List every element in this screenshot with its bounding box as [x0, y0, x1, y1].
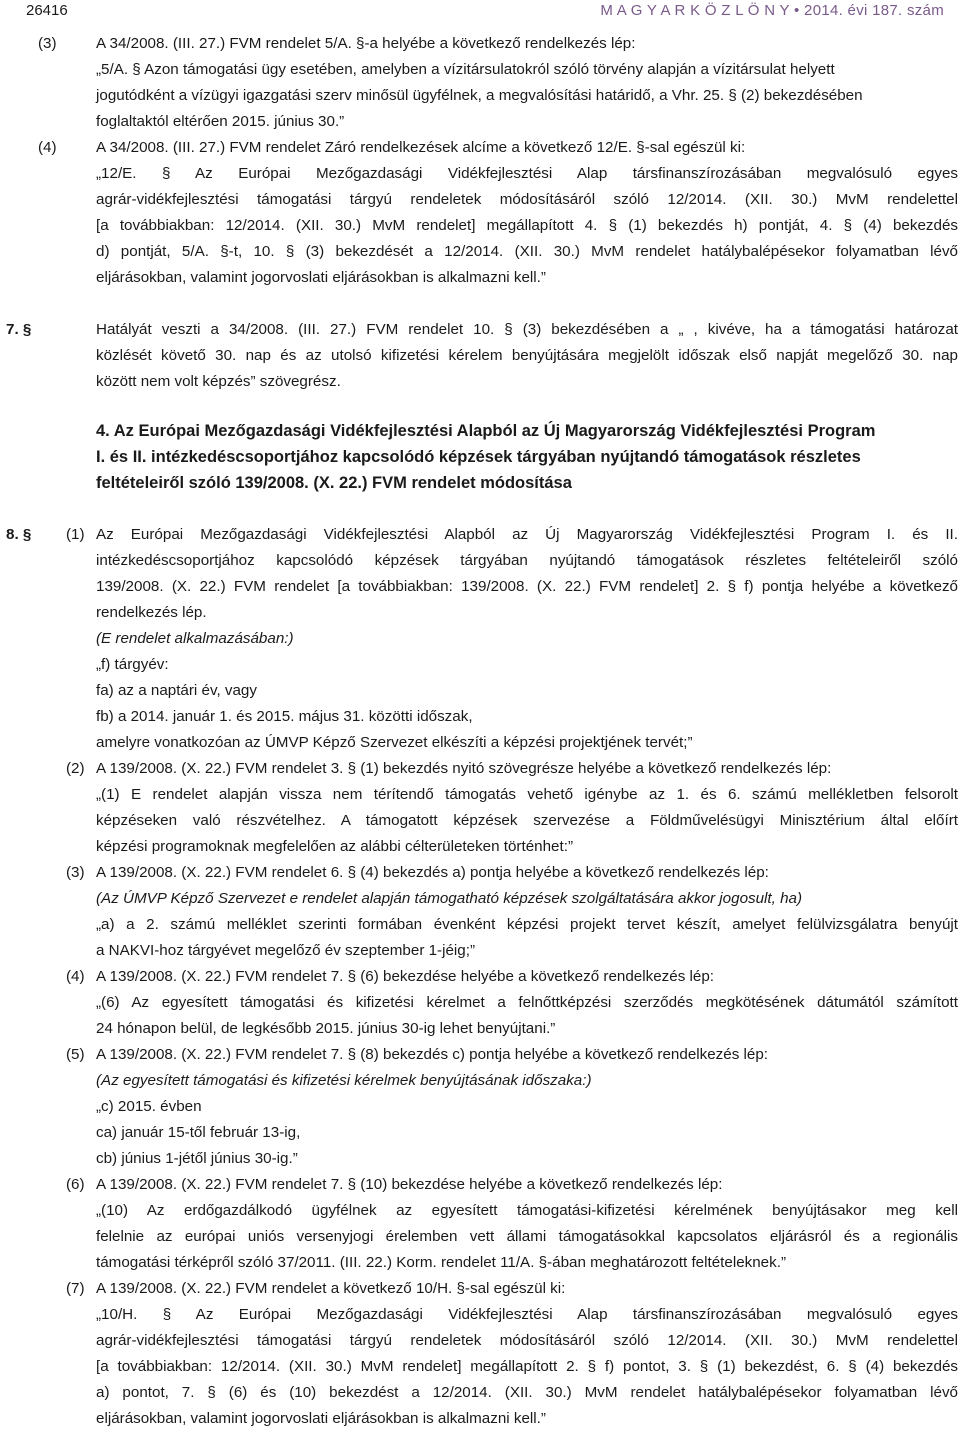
text-line: [a továbbiakban: 12/2014. (XII. 30.) MvM rendelet] megállapított 4. § (1) bekezdés h) pontját, 4. § (4) bekezdés	[96, 217, 958, 234]
text-line: foglaltaktól eltérően 2015. június 30.”	[96, 113, 345, 130]
text-line: d) pontját, 5/A. §-t, 10. § (3) bekezdését a 12/2014. (XII. 30.) MvM rendelet hatálybalépésekor folyamatban lévő	[96, 243, 958, 260]
text-line: A 34/2008. (III. 27.) FVM rendelet 5/A. §-a helyébe a következő rendelkezés lép:	[96, 35, 636, 52]
text-line: közlését követő 30. nap és az utolsó kifizetési kérelem benyújtására megjelölt időszak első napját megelőző 30. nap	[96, 347, 958, 364]
text-line: A 139/2008. (X. 22.) FVM rendelet 7. § (8) bekezdés c) pontja helyébe a következő rendelkezés lép:	[96, 1046, 769, 1063]
section-heading-line: 4. Az Európai Mezőgazdasági Vidékfejlesztési Alapból az Új Magyarország Vidékfejlesztési Program	[96, 422, 876, 440]
text-line: 24 hónapon belül, de legkésőbb 2015. június 30-ig lehet benyújtani.”	[96, 1020, 556, 1037]
text-line: A 139/2008. (X. 22.) FVM rendelet 7. § (10) bekezdése helyébe a következő rendelkezés lép:	[96, 1176, 723, 1193]
paragraph-number: (6)	[66, 1176, 85, 1193]
paragraph-number: (2)	[66, 760, 85, 777]
text-line: cb) június 1-jétől június 30-ig.”	[96, 1150, 298, 1167]
text-line: 139/2008. (X. 22.) FVM rendelet [a továbbiakban: 139/2008. (X. 22.) FVM rendelet] 2. § f) pontja helyébe a következő	[96, 578, 958, 595]
text-line: „c) 2015. évben	[96, 1098, 202, 1115]
text-line: [a továbbiakban: 12/2014. (XII. 30.) MvM rendelet] megállapított 2. § f) pontot, 3. § (1) bekezdést, 6. § (4) bekezdés	[96, 1358, 958, 1375]
text-line: A 34/2008. (III. 27.) FVM rendelet Záró rendelkezések alcíme a következő 12/E. §-sal egészül ki:	[96, 139, 746, 156]
text-line: „f) tárgyév:	[96, 656, 169, 673]
text-line: A 139/2008. (X. 22.) FVM rendelet 6. § (4) bekezdés a) pontja helyébe a következő rendelkezés lép:	[96, 864, 769, 881]
text-line: Az Európai Mezőgazdasági Vidékfejlesztési Alapból az Új Magyarország Vidékfejlesztési Program I. és II.	[96, 526, 958, 543]
text-line: „(1) E rendelet alapján vissza nem térítendő támogatás vehető igénybe az 1. és 6. számú mellékletben felsorolt	[96, 786, 958, 803]
text-line: intézkedéscsoportjához kapcsolódó képzések tárgyában nyújtandó támogatások részletes feltételeiről szóló	[96, 552, 958, 569]
text-line: „10/H. § Az Európai Mezőgazdasági Vidékfejlesztési Alap társfinanszírozásában megvalósuló egyes	[96, 1306, 958, 1323]
journal-title: M A G Y A R K Ö Z L Ö N Y • 2014. évi 187. szám	[600, 2, 944, 19]
paragraph-number: (3)	[38, 35, 57, 52]
text-line: „a) a 2. számú melléklet szerinti formában évenként képzési projekt tervet készít, amelyet felülvizsgálatra benyújt	[96, 916, 958, 933]
text-line: agrár-vidékfejlesztési támogatási tárgyú rendeletek módosításáról szóló 12/2014. (XII. 30.) MvM rendelettel	[96, 191, 958, 208]
text-line: eljárásokban, valamint jogorvoslati eljárásokban is alkalmazni kell.”	[96, 1410, 546, 1427]
page-header	[0, 0, 960, 22]
text-line: között nem volt képzés” szövegrész.	[96, 373, 341, 390]
text-line: Hatályát veszti a 34/2008. (III. 27.) FVM rendelet 10. § (3) bekezdésében a „ , kivéve, ha a támogatási határozat	[96, 321, 958, 338]
text-line: „(10) Az erdőgazdálkodó ügyfélnek az egyesített támogatási-kifizetési kérelmének benyújtásakor meg kell	[96, 1202, 958, 1219]
text-line: „12/E. § Az Európai Mezőgazdasági Vidékfejlesztési Alap társfinanszírozásában megvalósuló egyes	[96, 165, 958, 182]
section-heading-line: feltételeiről szóló 139/2008. (X. 22.) FVM rendelet módosítása	[96, 474, 572, 492]
paragraph-number: (5)	[66, 1046, 85, 1063]
text-line: fa) az a naptári év, vagy	[96, 682, 257, 699]
paragraph-number: (7)	[66, 1280, 85, 1297]
text-line: agrár-vidékfejlesztési támogatási tárgyú rendeletek módosításáról szóló 12/2014. (XII. 30.) MvM rendelettel	[96, 1332, 958, 1349]
section-heading-line: I. és II. intézkedéscsoportjához kapcsolódó képzések tárgyában nyújtandó támogatások részletes	[96, 448, 861, 466]
text-line: fb) a 2014. január 1. és 2015. május 31. közötti időszak,	[96, 708, 473, 725]
text-line: „(6) Az egyesített támogatási és kifizetési kérelmet a felnőttképzési szerződés megkötésének dátumától számított	[96, 994, 958, 1011]
text-line: eljárásokban, valamint jogorvoslati eljárásokban is alkalmazni kell.”	[96, 269, 546, 286]
text-line: felelnie az európai uniós versenyjogi érelemben vett állami támogatásokkal kapcsolatos eljárásról és a regionális	[96, 1228, 958, 1245]
text-line: képzéseken való részvételhez. A támogatott képzések szervezése a Földművelésügyi Minisztérium által előírt	[96, 812, 958, 829]
text-line: rendelkezés lép.	[96, 604, 207, 621]
paragraph-number: (3)	[66, 864, 85, 881]
paragraph-number: (4)	[66, 968, 85, 985]
text-line: (Az ÚMVP Képző Szervezet e rendelet alapján támogatható képzések szolgáltatására akkor jogosult, ha)	[96, 890, 803, 907]
page-number: 26416	[26, 2, 68, 19]
text-line: A 139/2008. (X. 22.) FVM rendelet 3. § (1) bekezdés nyitó szövegrésze helyébe a következő rendelkezés lép:	[96, 760, 832, 777]
text-line: jogutódként a vízügyi igazgatási szerv minősül ügyfélnek, a megvalósítási határidő, a Vhr. 25. § (2) bekezdésében	[96, 87, 863, 104]
text-line: támogatási térképről szóló 37/2011. (III. 22.) Korm. rendelet 11/A. §-ában meghatározott feltételeknek.”	[96, 1254, 786, 1271]
text-line: (E rendelet alkalmazásában:)	[96, 630, 294, 647]
text-line: képzési programoknak megfelelően az alábbi célterületeken történhet:”	[96, 838, 573, 855]
paragraph-number: (4)	[38, 139, 57, 156]
text-line: amelyre vonatkozóan az ÚMVP Képző Szervezet elkészíti a képzési projektjének tervét;”	[96, 734, 693, 751]
text-line: „5/A. § Azon támogatási ügy esetében, amelyben a vízitársulatokról szóló törvény alapján a vízitársulat helyett	[96, 61, 835, 78]
text-line: a NAKVI-hoz tárgyévet megelőző év szeptember 1-jéig;”	[96, 942, 476, 959]
text-line: A 139/2008. (X. 22.) FVM rendelet a következő 10/H. §-sal egészül ki:	[96, 1280, 566, 1297]
paragraph-number: (1)	[66, 526, 85, 543]
text-line: ca) január 15-től február 13-ig,	[96, 1124, 301, 1141]
text-line: (Az egyesített támogatási és kifizetési kérelmek benyújtásának időszaka:)	[96, 1072, 592, 1089]
text-line: a) pontot, 7. § (6) és (10) bekezdést a 12/2014. (XII. 30.) MvM rendelet hatálybalépésekor folyamatban lévő	[96, 1384, 958, 1401]
section-number: 8. §	[6, 526, 32, 543]
section-number: 7. §	[6, 321, 32, 338]
text-line: A 139/2008. (X. 22.) FVM rendelet 7. § (6) bekezdése helyébe a következő rendelkezés lép:	[96, 968, 714, 985]
